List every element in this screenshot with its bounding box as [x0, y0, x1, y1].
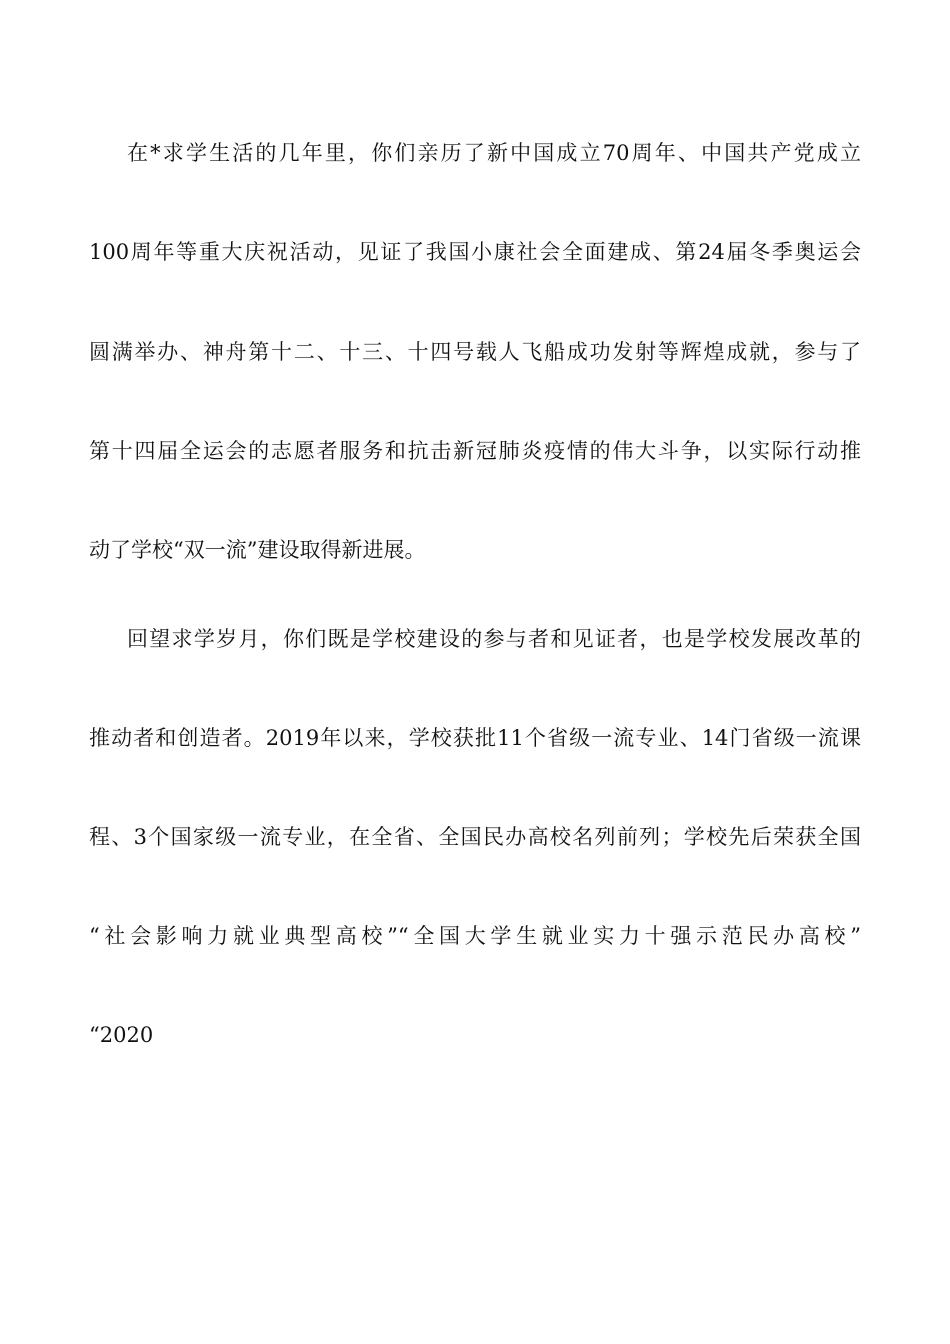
- paragraph-line: “社会影响力就业典型高校”“全国大学生就业实力十强示范民办高校”: [89, 924, 861, 948]
- paragraph-line: 在*求学生活的几年里，你们亲历了新中国成立70周年、中国共产党成立: [127, 141, 861, 165]
- paragraph-line: 推动者和创造者。2019年以来，学校获批11个省级一流专业、14门省级一流课: [89, 726, 861, 750]
- paragraph-line: “2020: [89, 1023, 154, 1047]
- paragraph-line: 回望求学岁月，你们既是学校建设的参与者和见证者，也是学校发展改革的: [127, 627, 861, 651]
- paragraph-line: 程、3个国家级一流专业，在全省、全国民办高校名列前列；学校先后荣获全国: [89, 825, 861, 849]
- paragraph-line: 动了学校“双一流”建设取得新进展。: [89, 538, 426, 562]
- paragraph-line: 圆满举办、神舟第十二、十三、十四号载人飞船成功发射等辉煌成就，参与了: [89, 340, 861, 364]
- paragraph-line: 第十四届全运会的志愿者服务和抗击新冠肺炎疫情的伟大斗争，以实际行动推: [89, 439, 861, 463]
- paragraph-line: 100周年等重大庆祝活动，见证了我国小康社会全面建成、第24届冬季奥运会: [89, 240, 861, 264]
